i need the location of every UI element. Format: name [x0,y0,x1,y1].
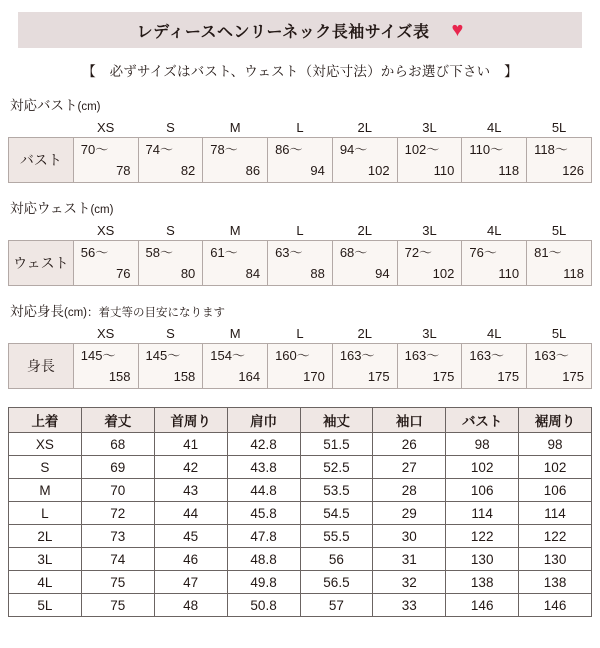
table-row [9,525,592,548]
range-from: 72〜 [404,245,433,260]
meas-cuff: 30 [373,525,446,548]
range-to: 86 [245,163,261,178]
meas-cuff: 27 [373,456,446,479]
meas-sleeve: 53.5 [300,479,373,502]
cell-waist-2l [332,241,397,286]
meas-bust: 114 [446,502,519,525]
meas-sleeve: 57 [300,594,373,617]
range-to: 175 [432,369,455,384]
range-to: 118 [563,266,584,281]
lead-note: 【 必ずサイズはバスト、ウェスト（対応寸法）からお選び下さい 】 [82,64,518,79]
caption-waist-unit: (cm) [90,204,114,216]
range-from: 76〜 [469,245,497,260]
cell-bust-xs [73,138,138,183]
table-row [9,344,592,389]
range-from: 145〜 [80,348,116,363]
meas-cuff: 32 [373,571,446,594]
range-from: 163〜 [534,348,569,363]
range-to: 170 [303,369,325,384]
range-from: 61〜 [210,245,238,260]
meas-length: 75 [81,594,154,617]
meas-sleeve: 56.5 [300,571,373,594]
meas-bust: 98 [446,433,519,456]
range-to: 126 [562,163,584,178]
col-head-3l: 3L [397,323,462,344]
cell-height-l [268,344,333,389]
meas-shoulder: 48.8 [227,548,300,571]
cell-waist-xs [73,241,138,286]
meas-neck: 42 [154,456,227,479]
meas-neck: 47 [154,571,227,594]
range-from: 81〜 [534,245,562,260]
range-to: 110 [498,266,520,281]
meas-size: XS [9,433,82,456]
meas-cuff: 29 [373,502,446,525]
cell-height-m [203,344,268,389]
cell-height-5l [527,344,592,389]
meas-shoulder: 47.8 [227,525,300,548]
range-from: 78〜 [210,142,238,157]
table-row [9,548,592,571]
meas-head-sleeve: 袖丈 [300,408,373,433]
range-to: 82 [180,163,196,178]
table-row [9,479,592,502]
meas-head-shoulder: 肩巾 [227,408,300,433]
table-height [8,323,592,389]
table-header-row [9,408,592,433]
range-from: 86〜 [275,142,303,157]
row-label-waist: ウェスト [9,241,74,286]
meas-sleeve: 54.5 [300,502,373,525]
range-from: 56〜 [80,245,109,260]
corner-cell [9,117,74,138]
cell-bust-s [138,138,203,183]
cell-height-3l [397,344,462,389]
meas-neck: 46 [154,548,227,571]
meas-size: 2L [9,525,82,548]
caption-height-text: 対応身長 [10,304,64,319]
meas-length: 70 [81,479,154,502]
range-from: 160〜 [275,348,310,363]
range-from: 110〜 [469,142,504,157]
meas-shoulder: 43.8 [227,456,300,479]
cell-bust-l [268,138,333,183]
meas-bust: 106 [446,479,519,502]
col-head-4l: 4L [462,220,527,241]
meas-head-hem: 裾周り [519,408,592,433]
meas-hem: 106 [519,479,592,502]
caption-waist-text: 対応ウェスト [10,201,91,216]
cell-height-s [138,344,203,389]
table-row-headers [9,117,592,138]
cell-height-xs [73,344,138,389]
range-to: 88 [310,266,325,281]
meas-head-neck: 首周り [154,408,227,433]
range-from: 70〜 [80,142,109,157]
col-head-m: M [203,117,268,138]
table-row [9,138,592,183]
col-head-l: L [268,220,333,241]
meas-neck: 45 [154,525,227,548]
col-head-2l: 2L [332,117,397,138]
caption-height [10,300,592,320]
col-head-l: L [268,323,333,344]
range-from: 163〜 [404,348,440,363]
col-head-2l: 2L [332,323,397,344]
meas-sleeve: 55.5 [300,525,373,548]
cell-bust-3l [397,138,462,183]
meas-size: 3L [9,548,82,571]
range-from: 118〜 [534,142,568,157]
meas-length: 72 [81,502,154,525]
cell-bust-m [203,138,268,183]
cell-waist-s [138,241,203,286]
table-measurements [8,407,592,617]
col-head-s: S [138,323,203,344]
meas-cuff: 26 [373,433,446,456]
meas-size: L [9,502,82,525]
cell-bust-4l [462,138,527,183]
cell-waist-5l [527,241,592,286]
row-label-bust: バスト [9,138,74,183]
meas-size: 4L [9,571,82,594]
col-head-5l: 5L [527,323,592,344]
meas-sleeve: 56 [300,548,373,571]
caption-bust [10,94,592,114]
table-row [9,571,592,594]
meas-bust: 146 [446,594,519,617]
col-head-4l: 4L [462,117,527,138]
corner-cell [9,323,74,344]
col-head-xs: XS [73,323,138,344]
row-label-height: 身長 [9,344,74,389]
meas-bust: 122 [446,525,519,548]
table-row-headers [9,323,592,344]
heart-icon: ♥ [451,19,464,41]
meas-size: 5L [9,594,82,617]
range-to: 175 [367,369,390,384]
col-head-3l: 3L [397,117,462,138]
cell-bust-5l [527,138,592,183]
range-from: 63〜 [275,245,303,260]
meas-hem: 102 [519,456,592,479]
page-title: レディースヘンリーネック長袖サイズ表 [136,23,430,41]
table-waist [8,220,592,286]
range-from: 58〜 [145,245,173,260]
range-from: 94〜 [339,142,368,157]
range-from: 68〜 [339,245,368,260]
range-to: 76 [116,266,131,281]
meas-length: 75 [81,571,154,594]
col-head-s: S [138,220,203,241]
meas-size: S [9,456,82,479]
range-to: 158 [173,369,196,384]
range-from: 163〜 [469,348,505,363]
range-to: 80 [180,266,196,281]
table-row [9,502,592,525]
range-to: 110 [433,163,455,178]
col-head-5l: 5L [527,117,592,138]
meas-shoulder: 49.8 [227,571,300,594]
table-row [9,456,592,479]
meas-length: 74 [81,548,154,571]
col-head-m: M [203,220,268,241]
meas-sleeve: 52.5 [300,456,373,479]
meas-hem: 114 [519,502,592,525]
size-chart-page [0,12,600,648]
range-to: 118 [498,163,520,178]
caption-waist [10,197,592,217]
range-to: 78 [116,163,131,178]
cell-bust-2l [332,138,397,183]
meas-sleeve: 51.5 [300,433,373,456]
cell-waist-m [203,241,268,286]
col-head-4l: 4L [462,323,527,344]
range-from: 145〜 [145,348,181,363]
range-to: 102 [432,266,455,281]
meas-cuff: 28 [373,479,446,502]
meas-shoulder: 45.8 [227,502,300,525]
meas-length: 73 [81,525,154,548]
col-head-xs: XS [73,220,138,241]
caption-bust-unit: (cm) [77,101,101,113]
range-to: 164 [238,369,261,384]
range-to: 94 [375,266,390,281]
meas-hem: 138 [519,571,592,594]
meas-bust: 102 [446,456,519,479]
table-bust [8,117,592,183]
col-head-3l: 3L [397,220,462,241]
meas-neck: 48 [154,594,227,617]
range-to: 94 [310,163,325,178]
meas-shoulder: 42.8 [227,433,300,456]
table-row [9,433,592,456]
meas-cuff: 33 [373,594,446,617]
range-to: 84 [245,266,261,281]
col-head-m: M [203,323,268,344]
cell-waist-4l [462,241,527,286]
range-from: 74〜 [145,142,173,157]
range-from: 163〜 [339,348,375,363]
meas-shoulder: 44.8 [227,479,300,502]
col-head-l: L [268,117,333,138]
col-head-2l: 2L [332,220,397,241]
meas-bust: 138 [446,571,519,594]
meas-cuff: 31 [373,548,446,571]
cell-height-4l [462,344,527,389]
table-row [9,241,592,286]
table-row [9,594,592,617]
cell-height-2l [332,344,397,389]
caption-bust-text: 対応バスト [10,98,78,113]
col-head-5l: 5L [527,220,592,241]
meas-size: M [9,479,82,502]
caption-height-unit: (cm)：着丈等の目安になります [64,307,225,319]
range-to: 175 [562,369,584,384]
meas-hem: 98 [519,433,592,456]
range-to: 158 [108,369,131,384]
table-row-headers [9,220,592,241]
range-to: 175 [497,369,520,384]
meas-neck: 41 [154,433,227,456]
meas-neck: 44 [154,502,227,525]
meas-head-garment: 上着 [9,408,82,433]
cell-waist-l [268,241,333,286]
range-from: 154〜 [210,348,245,363]
col-head-xs: XS [73,117,138,138]
meas-length: 68 [81,433,154,456]
cell-waist-3l [397,241,462,286]
meas-head-bust: バスト [446,408,519,433]
range-from: 102〜 [404,142,440,157]
col-head-s: S [138,117,203,138]
range-to: 102 [367,163,390,178]
meas-hem: 122 [519,525,592,548]
meas-head-cuff: 袖口 [373,408,446,433]
title-bar [18,12,582,48]
meas-shoulder: 50.8 [227,594,300,617]
meas-length: 69 [81,456,154,479]
corner-cell [9,220,74,241]
meas-neck: 43 [154,479,227,502]
meas-bust: 130 [446,548,519,571]
meas-hem: 146 [519,594,592,617]
meas-head-length: 着丈 [81,408,154,433]
meas-hem: 130 [519,548,592,571]
